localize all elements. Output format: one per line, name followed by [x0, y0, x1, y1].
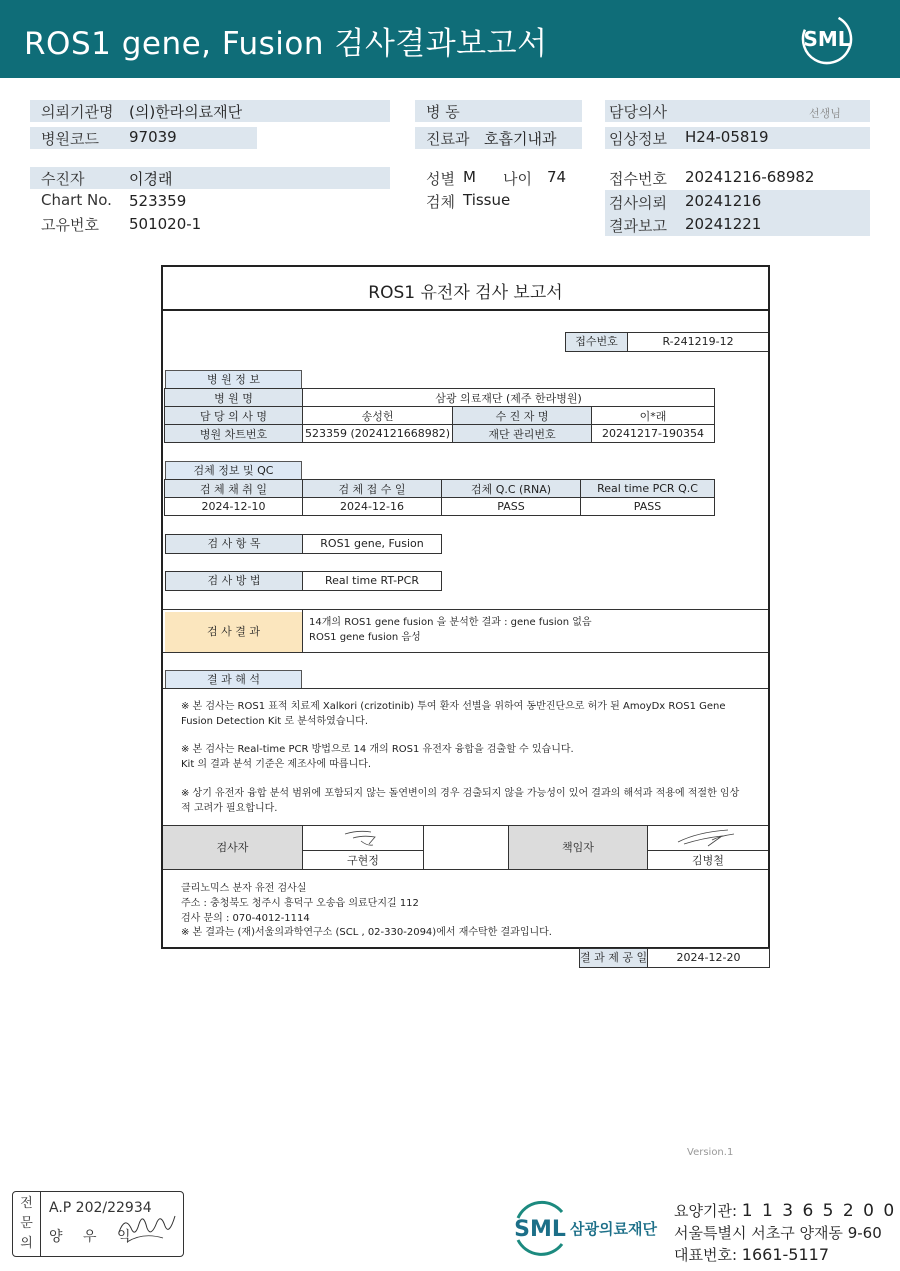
receive-value: 2024-12-16 [303, 498, 442, 516]
doctor-label: 담당의사 [609, 103, 667, 121]
hospital-section-head: 병 원 정 보 [165, 370, 302, 389]
report-receipt-value: R-241219-12 [627, 332, 768, 352]
qc-pcr-value: PASS [581, 498, 715, 516]
stamp-side-2: 문 [20, 1216, 33, 1231]
test-method-value: Real time RT-PCR [302, 571, 442, 591]
report-patient-label: 수 진 자 명 [453, 407, 592, 425]
interpretation-1a: ※ 본 검사는 ROS1 표적 치료제 Xalkori (crizotinib) 투여 환자 선별을 위하여 동반진단으로 허가 된 AmoyDx ROS1 Gene [181, 701, 726, 712]
hospital-name-value: 삼광 의료재단 (제주 한라병원) [303, 389, 715, 407]
receipt-label: 접수번호 [609, 170, 667, 188]
receipt-value: 20241216-68982 [685, 168, 815, 186]
report-mgmt-label: 재단 관리번호 [453, 425, 592, 443]
department-label: 진료과 [426, 130, 470, 148]
facility-row [674, 1200, 896, 1221]
request-value: 20241216 [685, 192, 762, 210]
sig-div-2 [423, 825, 424, 870]
institution-label: 의뢰기관명 [41, 103, 114, 121]
stamp-signature [113, 1202, 183, 1248]
unique-value: 501020-1 [129, 215, 202, 233]
phone-label: 대표번호: [674, 1246, 738, 1264]
specimen-info-table [164, 479, 715, 516]
receive-label: 검 체 접 수 일 [303, 480, 442, 498]
collect-label: 검 체 채 취 일 [165, 480, 303, 498]
test-result-label: 검 사 결 과 [165, 612, 302, 652]
sml-logo [795, 12, 859, 66]
hospital-name-label: 병 원 명 [165, 389, 303, 407]
svg-text:SML: SML [803, 27, 851, 51]
tester-label: 검사자 [163, 826, 302, 869]
stamp-side-1: 전 [20, 1196, 33, 1211]
qc-rna-label: 검체 Q.C (RNA) [442, 480, 581, 498]
interpretation-2a: ※ 본 검사는 Real-time PCR 방법으로 14 개의 ROS1 유전자 융합을 검출할 수 있습니다. [181, 744, 574, 755]
signature-bottom-line [163, 869, 768, 870]
interpretation-1b: Fusion Detection Kit 로 분석하였습니다. [181, 716, 368, 727]
hospital-code-value: 97039 [129, 128, 177, 146]
clinical-value: H24-05819 [685, 128, 769, 146]
stamp-side [13, 1192, 41, 1256]
report-title: ROS1 유전자 검사 보고서 [368, 283, 563, 303]
specimen-value: Tissue [463, 191, 511, 209]
age-value: 74 [547, 168, 567, 186]
lab-phone: 검사 문의 : 070-4012-1114 [181, 913, 310, 924]
unique-label: 고유번호 [41, 216, 99, 234]
report-chart-value: 523359 (2024121668982) [303, 425, 453, 443]
test-method-label: 검 사 방 법 [165, 571, 303, 591]
sex-label: 성별 [426, 170, 455, 188]
phone-row [674, 1244, 829, 1265]
report-doctor-label: 담 당 의 사 명 [165, 407, 303, 425]
result-bottom-line [163, 652, 768, 653]
footer-address: 서울특별시 서초구 양재동 9-60 [674, 1224, 882, 1242]
interpretation-3b: 적 고려가 필요합니다. [181, 803, 278, 814]
report-patient-value: 이*래 [592, 407, 715, 425]
report-mgmt-value: 20241217-190354 [592, 425, 715, 443]
facility-value: 1 1 3 6 5 2 0 0 [741, 1201, 897, 1221]
stamp-name: 양 우 익 [49, 1229, 139, 1245]
test-item-value: ROS1 gene, Fusion [302, 534, 442, 554]
patient-value: 이경래 [129, 170, 173, 188]
age-label: 나이 [503, 170, 532, 188]
interpretation-2b: Kit 의 결과 분석 기준은 제조사에 따릅니다. [181, 759, 372, 770]
footer-logo [510, 1200, 670, 1256]
result-line-1: 14개의 ROS1 gene fusion 을 분석한 결과 : gene fusion 없음 [309, 617, 592, 628]
page-title: ROS1 gene, Fusion 검사결과보고서 [24, 26, 548, 62]
doctor-suffix: 선생님 [809, 107, 841, 120]
foundation-name: 삼광의료재단 [570, 1220, 657, 1238]
report-doctor-value: 송성헌 [303, 407, 453, 425]
responsible-label: 책임자 [509, 826, 647, 869]
result-top-line [163, 609, 768, 610]
pathologist-stamp [12, 1191, 184, 1257]
clinical-label: 임상정보 [609, 130, 667, 148]
qc-pcr-label: Real time PCR Q.C [581, 480, 715, 498]
phone-value: 1661-5117 [741, 1245, 830, 1264]
interpretation-section-head: 결 과 해 석 [165, 670, 302, 689]
provide-date-label: 결 과 제 공 일 [579, 948, 648, 968]
version-label: Version.1 [687, 1147, 734, 1158]
footer-logo-text: SML [514, 1217, 566, 1242]
report-chart-label: 병원 차트번호 [165, 425, 303, 443]
report-label: 결과보고 [609, 217, 667, 235]
ward-label: 병 동 [426, 103, 460, 121]
tester-signature [303, 826, 423, 850]
lab-address: 주소 : 충청북도 청주시 흥덕구 오송읍 의료단지길 112 [181, 898, 419, 909]
stamp-side-3: 의 [20, 1236, 33, 1251]
report-document [161, 265, 770, 949]
interpretation-top-line [163, 688, 768, 689]
lab-name: 클리노믹스 분자 유전 검사실 [181, 883, 307, 894]
test-item-label: 검 사 항 목 [165, 534, 303, 554]
specimen-label: 검체 [426, 193, 455, 211]
stamp-license: A.P 202/22934 [49, 1200, 152, 1216]
collect-value: 2024-12-10 [165, 498, 303, 516]
specimen-section-head: 검체 정보 및 QC [165, 461, 302, 480]
tester-name-line [302, 850, 423, 851]
chart-label: Chart No. [41, 191, 112, 209]
hospital-code-label: 병원코드 [41, 130, 99, 148]
chart-value: 523359 [129, 192, 187, 210]
facility-label: 요양기관: [674, 1202, 738, 1220]
request-label: 검사의뢰 [609, 194, 667, 212]
institution-value: (의)한라의료재단 [129, 103, 243, 121]
tester-name: 구현정 [347, 854, 379, 867]
lab-note: ※ 본 결과는 (재)서울의과학연구소 (SCL , 02-330-2094)에서 재수탁한 결과입니다. [181, 927, 552, 938]
provide-date-value: 2024-12-20 [647, 948, 770, 968]
responsible-signature [648, 826, 768, 850]
hospital-info-table [164, 388, 715, 443]
page-header [0, 0, 900, 78]
patient-label: 수진자 [41, 170, 85, 188]
report-receipt-label: 접수번호 [565, 332, 628, 352]
result-line-2: ROS1 gene fusion 음성 [309, 632, 421, 643]
interpretation-3a: ※ 상기 유전자 융합 분석 범위에 포함되지 않는 돌연변이의 경우 검출되지 않을 가능성이 있어 결과의 해석과 적용에 적절한 임상 [181, 788, 740, 799]
result-divider [302, 609, 303, 653]
sex-value: M [463, 168, 476, 186]
department-value: 호흡기내과 [484, 130, 557, 148]
report-value: 20241221 [685, 215, 762, 233]
qc-rna-value: PASS [442, 498, 581, 516]
responsible-name: 김병철 [692, 854, 724, 867]
report-title-row [163, 267, 768, 311]
responsible-name-line [647, 850, 768, 851]
